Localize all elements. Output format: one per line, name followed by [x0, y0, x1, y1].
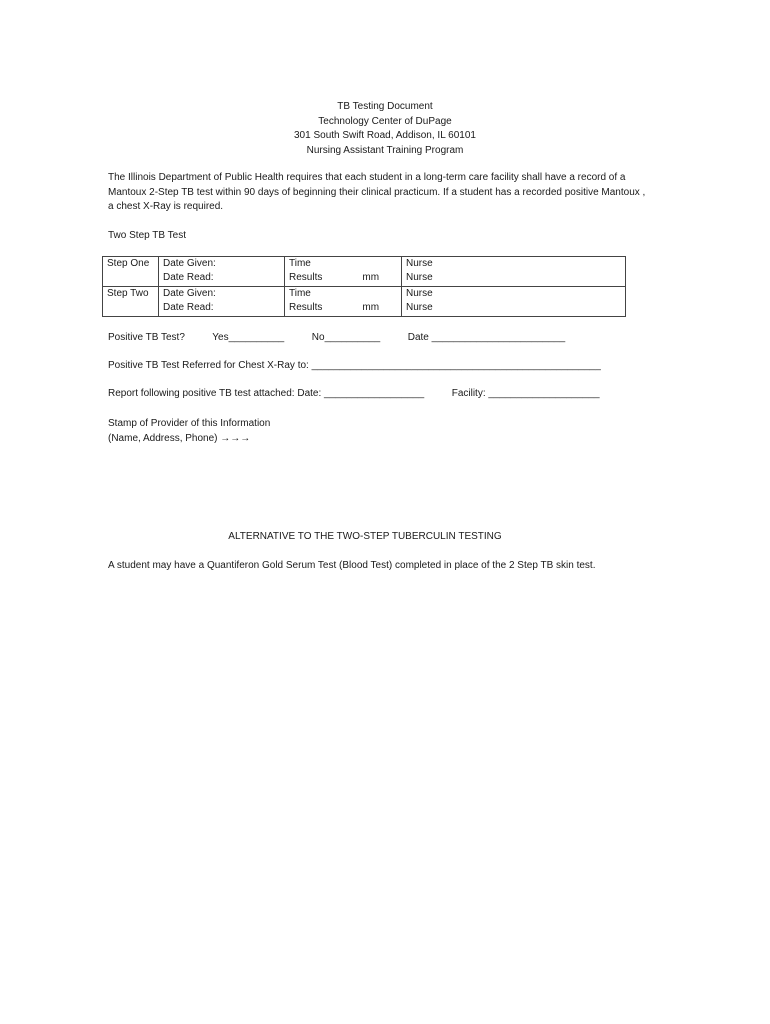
step-one-nurse-read: Nurse — [406, 272, 433, 284]
step-one-dates-cell[interactable] — [159, 257, 285, 287]
step-one-nurse-given: Nurse — [406, 258, 433, 269]
step-two-time: Time — [289, 287, 311, 299]
step-two-time-results-cell[interactable] — [285, 286, 402, 316]
positive-tb-label: Positive TB Test? — [108, 332, 185, 343]
document-header — [0, 100, 770, 158]
intro-paragraph: The Illinois Department of Public Health requires that each student in a long-term care facility shall have a record of a Mantoux 2-Step TB test within 90 days of beginning their clinical practicum. If a student has a recorded positive Mantoux , a chest X-Ray is required. — [108, 172, 646, 212]
step-two-date-given: Date Given: — [163, 287, 216, 299]
provider-stamp-area — [108, 416, 270, 446]
table-row-step-one — [103, 257, 626, 287]
positive-tb-line — [108, 331, 565, 346]
step-one-mm: mm — [362, 272, 380, 284]
step-one-date-given: Date Given: — [163, 258, 216, 269]
two-step-label: Two Step TB Test — [108, 230, 187, 241]
step-one-time: Time — [289, 258, 311, 269]
step-two-mm: mm — [362, 302, 380, 314]
stamp-details-label: (Name, Address, Phone) →→→ — [108, 433, 251, 444]
alternative-text: A student may have a Quantiferon Gold Serum Test (Blood Test) completed in place of the 2 Step TB skin test. — [108, 560, 596, 571]
organization-address: 301 South Swift Road, Addison, IL 60101 — [294, 130, 476, 141]
step-one-results: Results — [289, 272, 323, 284]
report-facility-field[interactable]: Facility: ____________________ — [451, 388, 600, 399]
step-two-nurse-read: Nurse — [406, 302, 433, 314]
positive-no-field[interactable]: No__________ — [311, 332, 381, 343]
referred-xray-field[interactable]: Positive TB Test Referred for Chest X-Ray to: ____________________________________________________ — [108, 360, 601, 371]
alternative-title: ALTERNATIVE TO THE TWO-STEP TUBERCULIN TESTING — [228, 531, 502, 542]
step-one-nurse-cell[interactable] — [402, 257, 626, 287]
document-title: TB Testing Document — [337, 101, 433, 112]
step-two-cell — [103, 286, 159, 316]
step-one-time-results-cell[interactable] — [285, 257, 402, 287]
step-two-nurse-cell[interactable] — [402, 286, 626, 316]
tb-test-table — [102, 256, 626, 317]
step-two-date-read: Date Read: — [163, 302, 214, 314]
step-one-date-read: Date Read: — [163, 272, 214, 284]
positive-date-field[interactable]: Date ________________________ — [407, 332, 566, 343]
table-row-step-two — [103, 286, 626, 316]
step-two-nurse-given: Nurse — [406, 287, 433, 299]
program-name: Nursing Assistant Training Program — [306, 144, 464, 156]
report-date-field[interactable]: Report following positive TB test attached: Date: __________________ — [108, 388, 425, 399]
step-one-label: Step One — [107, 258, 150, 269]
positive-yes-field[interactable]: Yes__________ — [212, 332, 285, 343]
step-two-results: Results — [289, 302, 323, 314]
step-two-dates-cell[interactable] — [159, 286, 285, 316]
organization-name: Technology Center of DuPage — [318, 115, 452, 127]
step-one-cell — [103, 257, 159, 287]
report-line — [108, 387, 600, 402]
step-two-label: Step Two — [107, 287, 149, 299]
stamp-label: Stamp of Provider of this Information — [108, 418, 271, 429]
